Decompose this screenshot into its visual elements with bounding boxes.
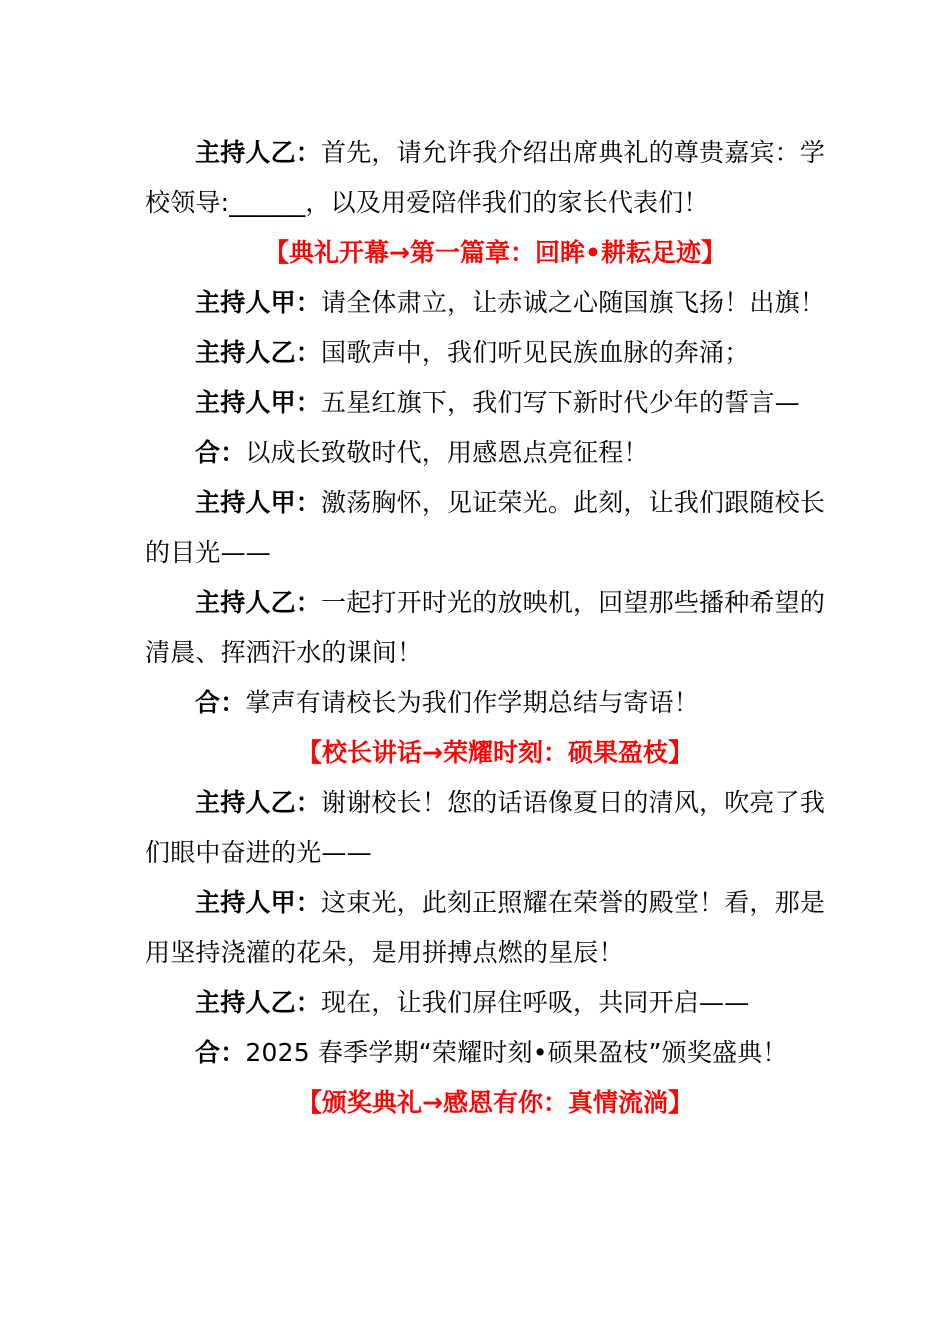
dialogue-text: 国歌声中，我们听见民族血脉的奔涌； (321, 338, 750, 367)
dialogue-text: 首先，请允许我介绍出席典礼的尊贵嘉宾：学校领导:______，以及用爱陪伴我们的家长代表们！ (145, 138, 826, 217)
speaker-label: 主持人乙： (195, 788, 322, 817)
dialogue-text: 五星红旗下，我们写下新时代少年的誓言— (321, 388, 800, 417)
section-heading: 【校长讲话→荣耀时刻：硕果盈枝】 (297, 738, 693, 767)
dialogue-line (145, 128, 835, 228)
dialogue-line (145, 478, 835, 578)
dialogue-line (145, 328, 835, 378)
dialogue-line (145, 678, 835, 728)
dialogue-text: 激荡胸怀，见证荣光。此刻，让我们跟随校长的目光—— (145, 488, 826, 567)
dialogue-line (145, 278, 835, 328)
dialogue-line (145, 578, 835, 678)
dialogue-text: 掌声有请校长为我们作学期总结与寄语！ (245, 688, 700, 717)
speaker-label: 主持人甲： (195, 488, 322, 517)
dialogue-text: 谢谢校长！您的话语像夏日的清风，吹亮了我们眼中奋进的光—— (145, 788, 826, 867)
dialogue-line (145, 778, 835, 878)
dialogue-text: 以成长致敬时代，用感恩点亮征程！ (245, 438, 649, 467)
section-heading: 【典礼开幕→第一篇章：回眸•耕耘足迹】 (264, 238, 726, 267)
script-body (145, 128, 835, 1128)
dialogue-line (145, 1028, 835, 1078)
speaker-label: 合： (195, 688, 246, 717)
speaker-label: 主持人乙： (195, 338, 322, 367)
speaker-label: 主持人乙： (195, 588, 322, 617)
dialogue-text: 请全体肃立，让赤诚之心随国旗飞扬！出旗！ (321, 288, 826, 317)
dialogue-text: 现在，让我们屏住呼吸，共同开启—— (321, 988, 750, 1017)
dialogue-line (145, 428, 835, 478)
dialogue-text: 一起打开时光的放映机，回望那些播种希望的清晨、挥洒汗水的课间！ (145, 588, 826, 667)
speaker-label: 主持人甲： (195, 888, 322, 917)
dialogue-line (145, 378, 835, 428)
section-heading: 【颁奖典礼→感恩有你：真情流淌】 (297, 1088, 693, 1117)
dialogue-line (145, 978, 835, 1028)
speaker-label: 合： (195, 438, 246, 467)
dialogue-line (145, 878, 835, 978)
speaker-label: 主持人甲： (195, 288, 322, 317)
speaker-label: 合： (195, 1038, 246, 1067)
speaker-label: 主持人乙： (195, 138, 322, 167)
dialogue-text: 这束光，此刻正照耀在荣誉的殿堂！看，那是用坚持浇灌的花朵，是用拼搏点燃的星辰！ (145, 888, 826, 967)
speaker-label: 主持人甲： (195, 388, 322, 417)
dialogue-text: 2025 春季学期“荣耀时刻•硕果盈枝”颁奖盛典！ (245, 1038, 788, 1067)
speaker-label: 主持人乙： (195, 988, 322, 1017)
